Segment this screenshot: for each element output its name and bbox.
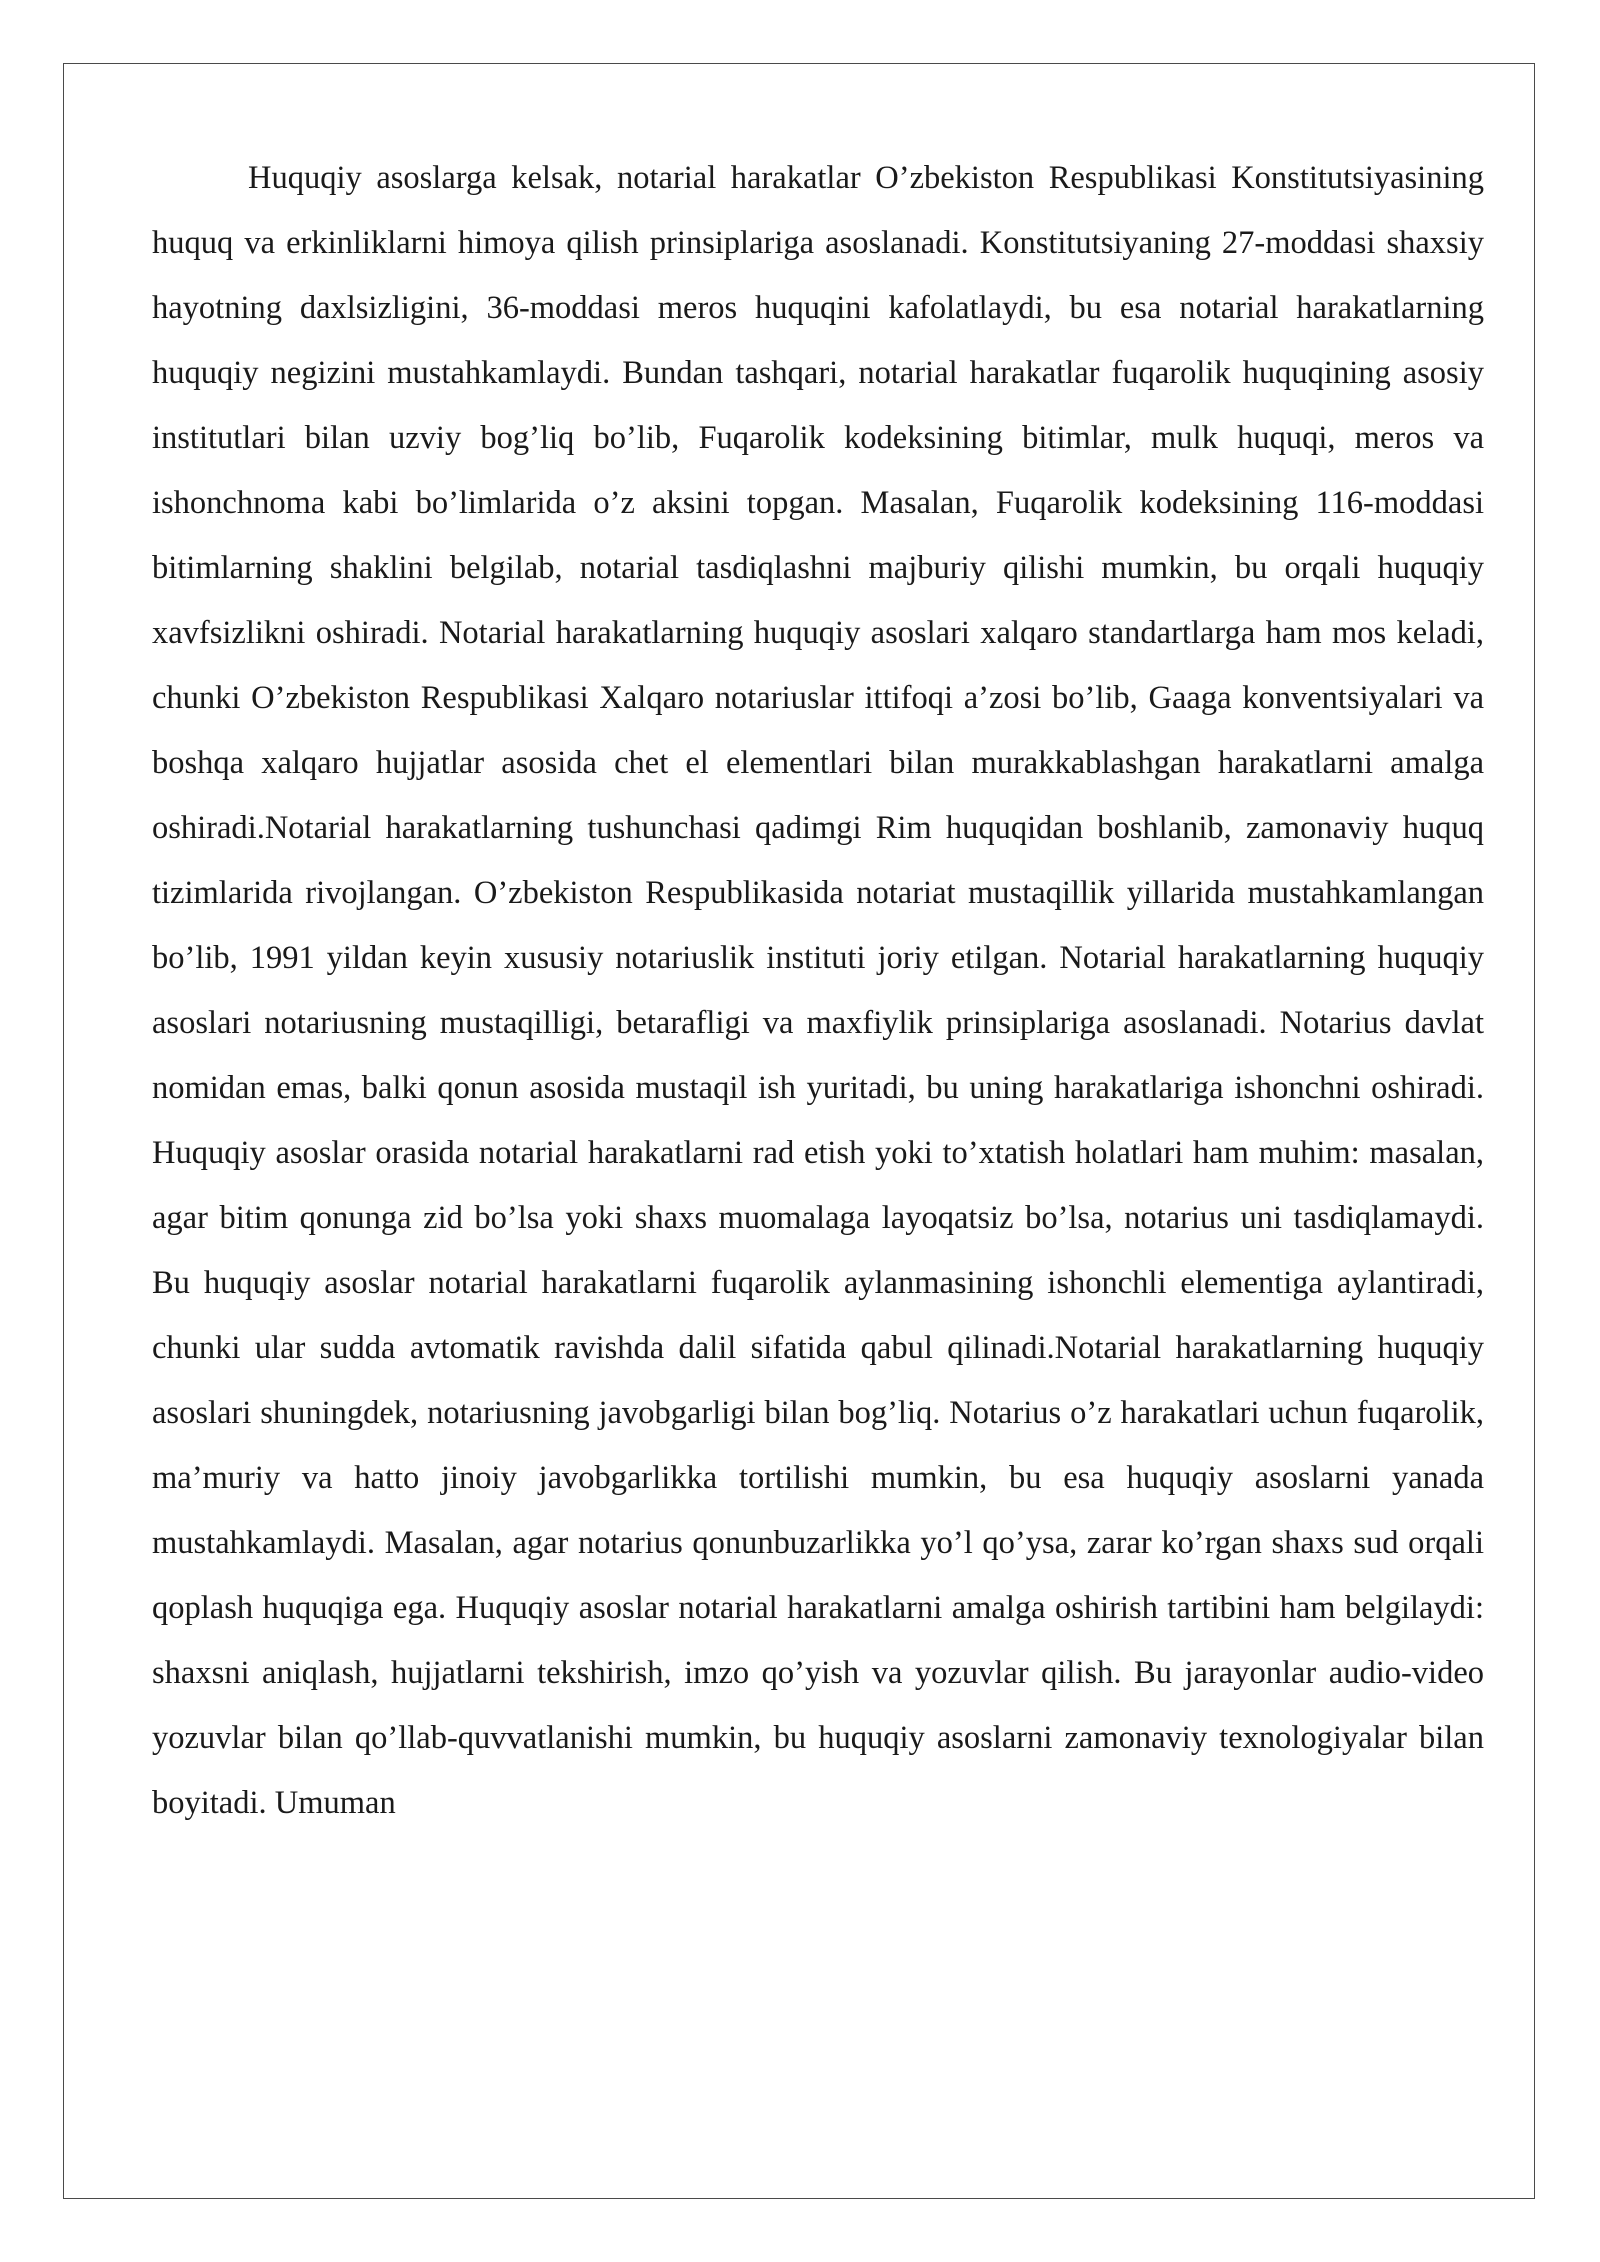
body-paragraph: Huquqiy asoslarga kelsak, notarial harakatlar O’zbekiston Respublikasi Konstitutsiyasining huquq va erkinliklarni himoya qilish prinsiplariga asoslanadi. Konstitutsiyaning 27-moddasi shaxsiy hayotning daxlsizligini, 36-moddasi meros huquqini kafolatlaydi, bu esa notarial harakatlarning huquqiy negizini mustahkamlaydi. Bundan tashqari, notarial harakatlar fuqarolik huquqining asosiy institutlari bilan uzviy bog’liq bo’lib, Fuqarolik kodeksining bitimlar, mulk huquqi, meros va ishonchnoma kabi bo’limlarida o’z aksini topgan. Masalan, Fuqarolik kodeksining 116-moddasi bitimlarning shaklini belgilab, notarial tasdiqlashni majburiy qilishi mumkin, bu orqali huquqiy xavfsizlikni oshiradi. Notarial harakatlarning huquqiy asoslari xalqaro standartlarga ham mos keladi, chunki O’zbekiston Respublikasi Xalqaro notariuslar ittifoqi a’zosi bo’lib, Gaaga konventsiyalari va boshqa xalqaro hujjatlar asosida chet el elementlari bilan murakkablashgan harakatlarni amalga oshiradi.Notarial harakatlarning tushunchasi qadimgi Rim huquqidan boshlanib, zamonaviy huquq tizimlarida rivojlangan. O’zbekiston Respublikasida notariat mustaqillik yillarida mustahkamlangan bo’lib, 1991 yildan keyin xususiy notariuslik instituti joriy etilgan. Notarial harakatlarning huquqiy asoslari notariusning mustaqilligi, betarafligi va maxfiylik prinsiplariga asoslanadi. Notarius davlat nomidan emas, balki qonun asosida mustaqil ish yuritadi, bu uning harakatlariga ishonchni oshiradi. Huquqiy asoslar orasida notarial harakatlarni rad etish yoki to’xtatish holatlari ham muhim: masalan, agar bitim qonunga zid bo’lsa yoki shaxs muomalaga layoqatsiz bo’lsa, notarius uni tasdiqlamaydi. Bu huquqiy asoslar notarial harakatlarni fuqarolik aylanmasining ishonchli elementiga aylantiradi, chunki ular sudda avtomatik ravishda dalil sifatida qabul qilinadi.Notarial harakatlarning huquqiy asoslari shuningdek, notariusning javobgarligi bilan bog’liq. Notarius o’z harakatlari uchun fuqarolik, ma’muriy va hatto jinoiy javobgarlikka tortilishi mumkin, bu esa huquqiy asoslarni yanada mustahkamlaydi. Masalan, agar notarius qonunbuzarlikka yo’l qo’ysa, zarar ko’rgan shaxs sud orqali qoplash huquqiga ega. Huquqiy asoslar notarial harakatlarni amalga oshirish tartibini ham belgilaydi: shaxsni aniqlash, hujjatlarni tekshirish, imzo qo’yish va yozuvlar qilish. Bu jarayonlar audio-video yozuvlar bilan qo’llab-quvvatlanishi mumkin, bu huquqiy asoslarni zamonaviy texnologiyalar bilan boyitadi. Umuman [152, 160, 1484, 1821]
